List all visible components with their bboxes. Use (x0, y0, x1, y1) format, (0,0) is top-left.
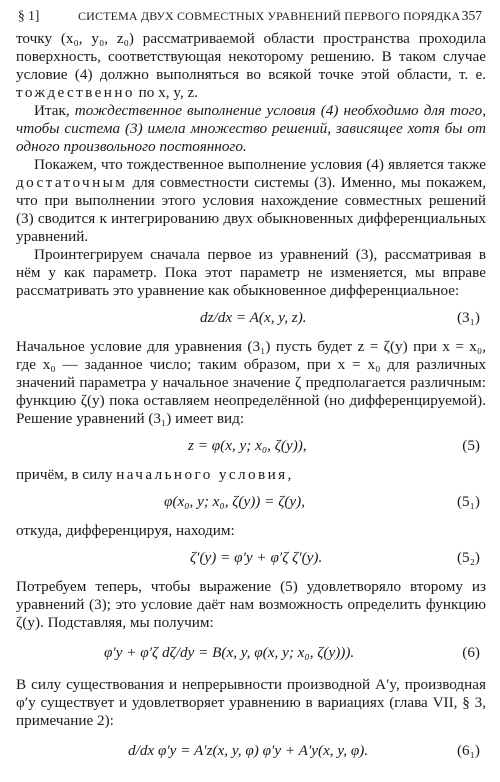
equation-5-2 (16, 540, 486, 578)
equation-formula: dz/dx = A(x, y, z). (200, 309, 307, 326)
equation-3-1 (16, 300, 486, 338)
equation-formula: φ′y + φ′ζ dζ/dy = B(x, y, φ(x, y; x₀, ζ(y))). (104, 644, 355, 661)
equation-5 (16, 428, 486, 466)
equation-number: (3₁) (456, 309, 480, 326)
equation-formula: φ(x₀, y; x₀, ζ(y)) = ζ(y), (164, 493, 305, 510)
section-marker: § 1] (18, 8, 40, 23)
paragraph-2: Итак, тождественное выполнение условия (4) необходимо для того, чтобы система (3) имела множество решений, зависящее хотя бы от одного произвольного постоянного. (16, 102, 487, 155)
equation-number: (5) (462, 437, 480, 454)
paragraph-4: Проинтегрируем сначала первое из уравнений (3), рассматривая в нём y как параметр. Пока этот параметр не изменяется, мы вправе рассматривать это уравнение как обыкновенное дифференциальное: (16, 246, 486, 299)
running-header (16, 6, 486, 30)
equation-number: (5₂) (456, 549, 480, 566)
equation-formula: ζ′(y) = φ′y + φ′ζ ζ′(y). (190, 549, 323, 566)
equation-formula: d/dx φ′y = A′z(x, y, φ) φ′y + A′y(x, y, φ). (128, 742, 369, 759)
equation-6 (16, 632, 486, 676)
running-title: СИСТЕМА ДВУХ СОВМЕСТНЫХ УРАВНЕНИЙ ПЕРВОГО ПОРЯДКА (78, 9, 461, 23)
paragraph-3: Покажем, что тождественное выполнение условия (4) является также достаточным для совместности системы (3). Именно, мы покажем, что при выполнении этого условия нахождение совместных решений (3) сводится к интегрированию двух обыкновенных дифференциальных уравнений. (16, 156, 486, 245)
equation-5-1 (16, 484, 486, 522)
equation-6-1 (16, 730, 486, 774)
paragraph-9: В силу существования и непрерывности производной A′y, производная φ′y существует и удовлетворяет уравнению в вариациях (глава VII, § 3, примечание 2): (16, 676, 486, 729)
equation-formula: z = φ(x, y; x₀, ζ(y)), (188, 437, 307, 454)
paragraph-6: причём, в силу начального условия, (16, 466, 292, 483)
equation-number: (6₁) (456, 742, 480, 759)
paragraph-7: откуда, дифференцируя, находим: (16, 522, 235, 539)
paragraph-1: точку (x₀, y₀, z₀) рассматриваемой области пространства проходила поверхность, соответствующая некоторому решению. В таком случае условие (4) должно выполняться во всякой точке этой области, т. е. тождественно по x, y, z. (16, 30, 486, 101)
equation-number: (6) (462, 644, 480, 661)
equation-number: (5₁) (456, 493, 480, 510)
paragraph-5: Начальное условие для уравнения (3₁) пусть будет z = ζ(y) при x = x₀, где x₀ — заданное число; таким образом, при x = x₀ для различных значений параметра y начальное значение ζ предполагается различным: функцию ζ(y) пока оставляем неопределённой (но дифференцируемой). Решение уравнений (3₁) имеет вид: (16, 338, 486, 427)
page-number: 357 (461, 8, 482, 23)
paragraph-8: Потребуем теперь, чтобы выражение (5) удовлетворяло второму из уравнений (3); это условие даёт нам возможность определить функцию ζ(y). Подставляя, мы получим: (16, 578, 486, 631)
